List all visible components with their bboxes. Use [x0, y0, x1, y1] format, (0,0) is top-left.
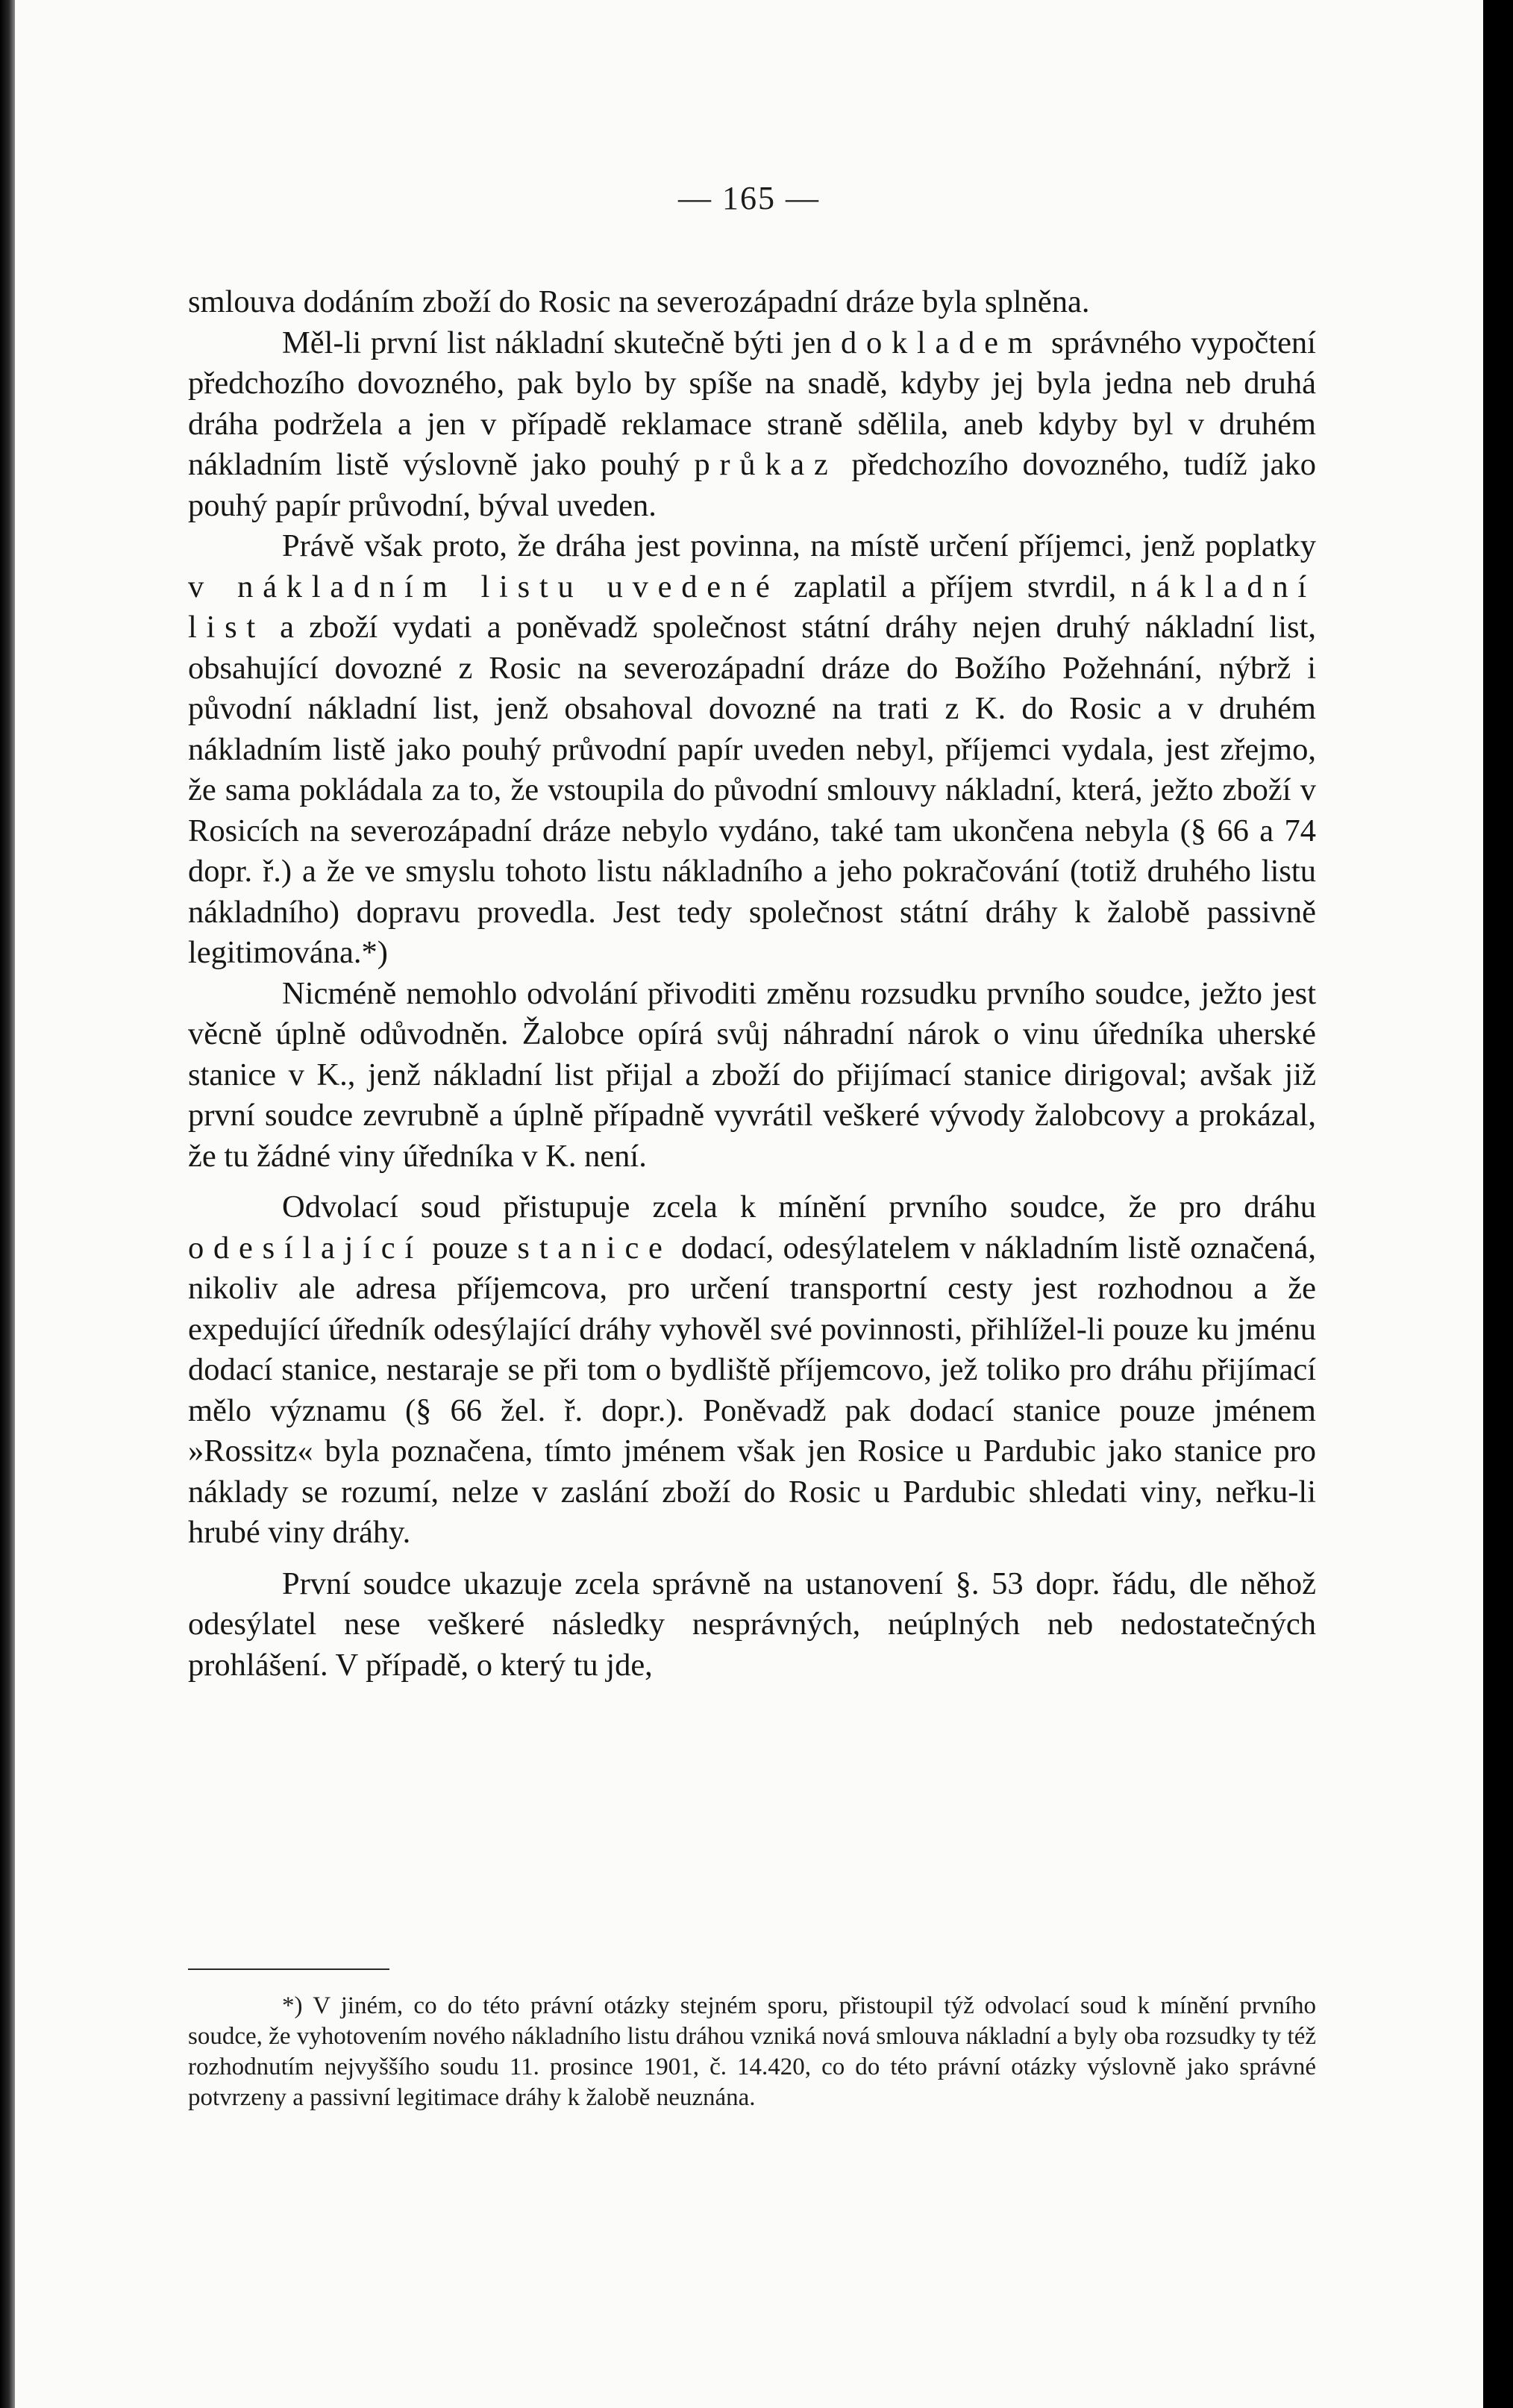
footnote: *) V jiném, co do této právní otázky stejném sporu, přistoupil týž odvolací soud k mínění prvního soudce, že vyhotovením nového nákladního listu dráhou vzniká nová smlouva nákladní a byly oba rozsudky ty též rozhodnutím nejvyššího soudu 11. prosince 1901, č. 14.420, co do této právní otázky výslovně jako správné potvrzeny a passivní legitimace dráhy k žalobě neuznána. — [188, 1992, 1316, 2111]
paragraph-3 — [188, 526, 1316, 974]
paragraph-5-spaced-odesilajici: odesílající — [188, 1230, 423, 1266]
page-body — [188, 282, 1316, 1686]
paragraph-2-spaced-doklad: dokladem — [840, 325, 1042, 360]
paragraph-2-text-e: předchozího dovozného, tudíž jako pouhý papír průvodní, býval uveden. — [188, 447, 1316, 523]
paragraph-6: První soudce ukazuje zcela správně na ustanovení §. 53 dopr. řádu, dle něhož odesýlatel nese veškeré následky nesprávných, neúplných neb nedostatečných prohlášení. V případě, o který tu jde, — [188, 1566, 1316, 1683]
paragraph-2 — [188, 323, 1316, 527]
paragraph-5-text-a: Odvolací soud přistupuje zcela k mínění prvního soudce, že pro dráhu — [282, 1189, 1316, 1225]
scan-right-border — [1483, 0, 1513, 2408]
paragraph-2-text-a: Měl-li první list nákladní skutečně býti jen — [282, 325, 841, 360]
paragraph-1: smlouva dodáním zboží do Rosic na severozápadní dráze byla splněna. — [188, 284, 1090, 319]
paragraph-3-spaced-nakladni-list: nákladní list — [188, 569, 1316, 645]
footnote-divider — [188, 1968, 389, 1970]
paragraph-5 — [188, 1187, 1316, 1554]
page-number: — 165 — — [678, 180, 820, 216]
paragraph-2-text-c: správného vypočtení předchozího dovozného, pak bylo by spíše na snadě, kdyby jej byla jedna neb druhá dráha podržela a jen v případě reklamace straně sdělila, aneb kdyby byl v druhém nákladním listě výslovně jako pouhý — [188, 325, 1316, 482]
paragraph-3-text-e: a zboží vydati a poněvadž společnost státní dráhy nejen druhý nákladní list, obsahující dovozné z Rosic na severozápadní dráze do Božího Požehnání, nýbrž i původní nákladní list, jenž obsahoval dovozné na trati z K. do Rosic a v druhém nákladním listě jako pouhý průvodní papír uveden nebyl, příjemci vydala, jest zřejmo, že sama pokládala za to, že vstoupila do původní smlouvy nákladní, která, ježto zboží v Rosicích na severozápadní dráze nebylo vydáno, také tam ukončena nebyla (§ 66 a 74 dopr. ř.) a že ve smyslu tohoto listu nákladního a jeho pokračování (totiž druhého listu nákladního) dopravu provedla. Jest tedy společnost státní dráhy k žalobě passivně legitimována.*) — [188, 610, 1316, 970]
paragraph-5-text-e: dodací, odesýlatelem v nákladním listě označená, nikoliv ale adresa příjemcova, pro určení transportní cesty jest rozhodnou a že expedující úředník odesýlající dráhy vyhověl své povinnosti, přihlížel-li pouze ku jménu dodací stanice, nestaraje se při tom o bydliště příjemcovo, jež toliko pro dráhu přijímací mělo významu (§ 66 žel. ř. dopr.). Poněvadž pak dodací stanice pouze jménem »Rossitz« byla poznačena, tímto jménem však jen Rosice u Pardubic jako stanice pro náklady se rozumí, nelze v zaslání zboží do Rosic u Pardubic shledati viny, neřku-li hrubé viny dráhy. — [188, 1230, 1316, 1550]
paragraph-2-spaced-prukaz: průkaz — [694, 447, 838, 482]
paragraph-3-text-c: zaplatil a příjem stvrdil, — [779, 569, 1131, 604]
paragraph-5-spaced-stanice: stanice — [517, 1230, 672, 1266]
paragraph-3-text-a: Právě však proto, že dráha jest povinna, na místě určení příjemci, jenž poplatky — [282, 528, 1316, 563]
book-page — [15, 0, 1483, 2408]
paragraph-3-spaced-v-nakladnim-listu: v nákladním listu uvedené — [188, 569, 780, 604]
paragraph-5-text-c: pouze — [422, 1230, 518, 1266]
scan-binding-shadow — [0, 0, 15, 2408]
paragraph-4: Nicméně nemohlo odvolání přivoditi změnu rozsudku prvního soudce, ježto jest věcně úplně odůvodněn. Žalobce opírá svůj náhradní nárok o vinu úředníka uherské stanice v K., jenž nákladní list přijal a zboží do přijímací stanice dirigoval; avšak již první soudce zevrubně a úplně případně vyvrátil veškeré vývody žalobcovy a prokázal, že tu žádné viny úředníka v K. není. — [188, 975, 1316, 1174]
